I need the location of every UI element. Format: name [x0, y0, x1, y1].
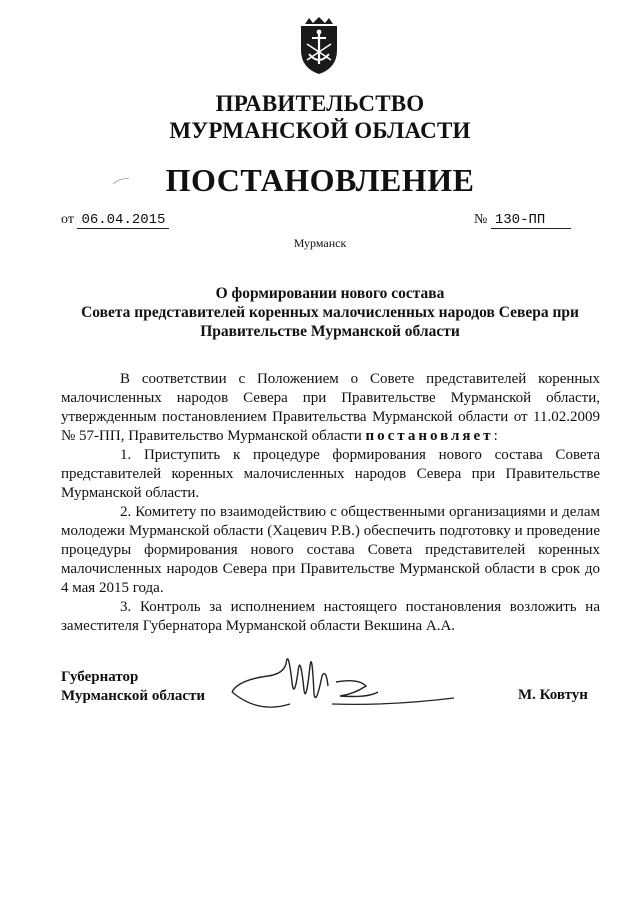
preamble-end: :: [493, 428, 498, 444]
paragraph-preamble: [61, 370, 600, 446]
org-line-2: МУРМАНСКОЙ ОБЛАСТИ: [169, 118, 471, 143]
title-line-2: Совета представителей коренных малочисленных народов Севера при: [81, 304, 579, 321]
number-value: 130-ПП: [491, 212, 571, 229]
date-field: [61, 212, 169, 228]
preamble-text: В соответствии с Положением о Совете представителей коренных малочисленных народов Севера при Правительстве Мурманской области, утвержденным постановлением Правительства Мурманской области от 11.02.2009 № 57-ПП, Правительство Мурманской области: [61, 371, 600, 444]
number-field: [474, 212, 571, 228]
document-body: [61, 370, 600, 636]
paragraph-item-1: 1. Приступить к процедуре формирования нового состава Совета представителей коренных малочисленных народов Севера при Правительстве Мурманской области.: [61, 447, 600, 501]
resolves-word: постановляет: [365, 428, 494, 444]
signatory-position: [61, 668, 205, 706]
paragraph-item-2: 2. Комитету по взаимодействию с общественными организациями и делам молодежи Мурманской области (Хацевич Р.В.) обеспечить подготовку и проведение процедуры формирования нового состава Совета представителей коренных малочисленных народов Севера при Правительстве Мурманской области в срок до 4 мая 2015 года.: [61, 504, 600, 596]
document-type: ПОСТАНОВЛЕНИЕ: [165, 162, 475, 198]
signatory-name: М. Ковтун: [518, 687, 588, 703]
signature-icon: [228, 642, 458, 722]
document-title: [60, 284, 600, 341]
paragraph-item-3: 3. Контроль за исполнением настоящего постановления возложить на заместителя Губернатора Мурманской области Векшина А.А.: [61, 599, 600, 634]
date-value: 06.04.2015: [77, 212, 169, 229]
org-line-1: ПРАВИТЕЛЬСТВО: [215, 91, 425, 116]
stray-mark-icon: [112, 176, 130, 186]
position-line-2: Мурманской области: [61, 688, 206, 704]
title-line-3: Правительстве Мурманской области: [200, 323, 460, 340]
title-line-1: О формировании нового состава: [215, 285, 445, 302]
number-prefix: №: [474, 212, 488, 227]
organization-name: [0, 90, 640, 144]
coat-of-arms-icon: [295, 16, 343, 76]
city-name: Мурманск: [293, 236, 347, 250]
position-line-1: Губернатор: [61, 669, 139, 685]
date-prefix: от: [61, 212, 74, 227]
